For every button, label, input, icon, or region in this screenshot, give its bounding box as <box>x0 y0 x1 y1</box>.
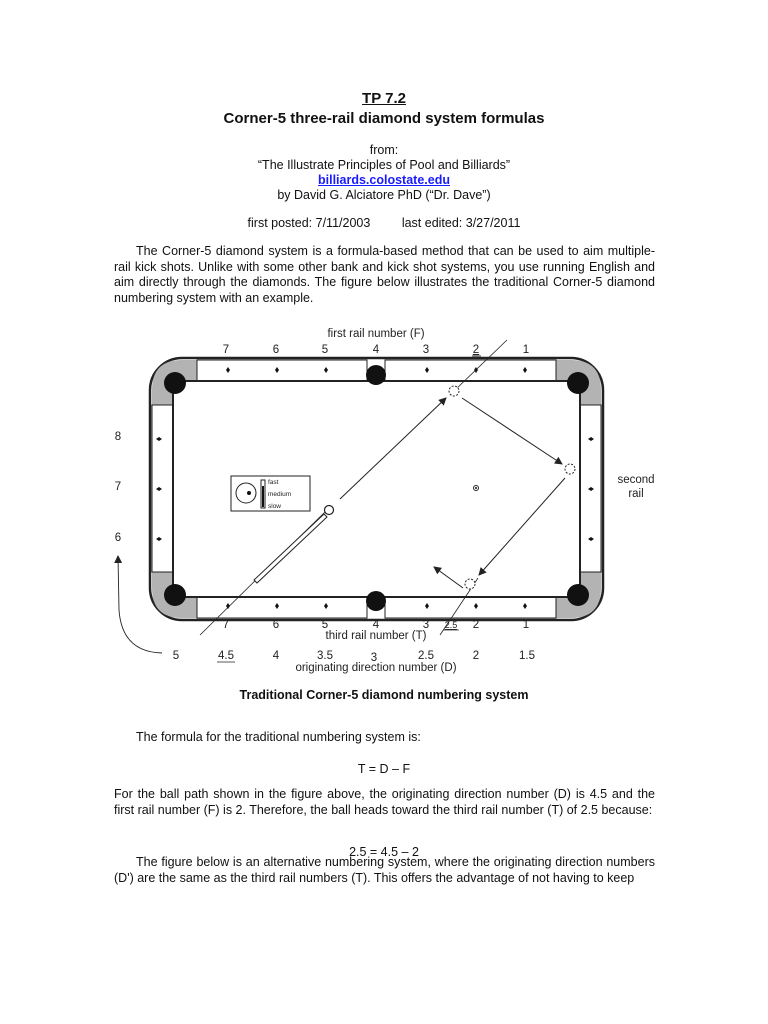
first-rail-label: first rail number (F) <box>327 328 425 340</box>
figure-caption: Traditional Corner-5 diamond numbering system <box>239 688 529 702</box>
source-from-label: from: <box>369 143 399 157</box>
origin-label: originating direction number (D) <box>295 662 457 674</box>
first-posted-date: first posted: 7/11/2003 <box>247 216 371 230</box>
second-rail-label: second <box>617 474 655 486</box>
ghost-ball-second-rail <box>565 464 575 474</box>
origin-number: 2 <box>472 650 480 662</box>
cue-ball <box>325 506 334 515</box>
third-rail-number: 5 <box>321 619 329 631</box>
third-rail-label: third rail number (T) <box>325 630 427 642</box>
third-rail-number: 1 <box>522 619 530 631</box>
ghost-ball-third-rail <box>465 579 475 589</box>
formula-intro: The formula for the traditional numbering system is: <box>136 730 421 744</box>
first-rail-number: 1 <box>522 344 530 356</box>
left-side-number: 7 <box>114 481 122 493</box>
second-rail-label-line2: rail <box>628 488 644 500</box>
third-rail-number: 6 <box>272 619 280 631</box>
speed-label-fast: fast <box>268 479 279 486</box>
author-line: by David G. Alciatore PhD (“Dr. Dave”) <box>277 188 491 202</box>
third-rail-number: 3 <box>422 619 430 631</box>
pocket-bottom-left <box>164 584 186 606</box>
alternative-paragraph: The figure below is an alternative numbering system, where the originating direction numbers (D') are the same as the third rail numbers (T). This offers the advantage of not having to keep <box>114 855 655 885</box>
document-code: TP 7.2 <box>362 90 406 107</box>
ghost-ball-first-rail <box>449 386 459 396</box>
origin-number: 1.5 <box>519 650 535 662</box>
document-title: Corner-5 three-rail diamond system formulas <box>223 110 545 127</box>
pocket-top-right <box>567 372 589 394</box>
origin-number: 3.5 <box>317 650 333 662</box>
pocket-bottom-right <box>567 584 589 606</box>
first-rail-number: 4 <box>372 344 380 356</box>
third-rail-number: 7 <box>222 619 230 631</box>
origin-number: 2.5 <box>418 650 434 662</box>
example-equation: 2.5 = 4.5 – 2 <box>349 845 419 859</box>
speed-inset-ball <box>236 483 256 503</box>
first-rail-number: 5 <box>321 344 329 356</box>
third-rail-number: 4 <box>372 619 380 631</box>
formula-equation: T = D – F <box>357 762 411 776</box>
origin-number: 3 <box>370 652 378 664</box>
pocket-bottom-middle <box>366 591 386 611</box>
left-side-number: 6 <box>114 532 122 544</box>
first-rail-number: 7 <box>222 344 230 356</box>
last-edited-date: last edited: 3/27/2011 <box>401 216 521 230</box>
top-rail-left <box>197 360 367 381</box>
pocket-top-middle <box>366 365 386 385</box>
speed-label-medium: medium <box>268 491 292 498</box>
book-title: “The Illustrate Principles of Pool and Billiards” <box>257 158 511 172</box>
intro-paragraph: The Corner-5 diamond system is a formula-based method that can be used to aim multiple-rail kick shots. Unlike with some other bank and kick shot systems, you use running English and aim directly through the diamonds. The figure below illustrates the traditional Corner-5 diamond numbering system with an example. <box>114 244 655 305</box>
bottom-rail-left <box>197 597 367 618</box>
origin-number: 4.5 <box>218 650 234 662</box>
example-paragraph: For the ball path shown in the figure above, the originating direction number (D) is 4.5 and the first rail number (F) is 2. Therefore, the ball heads toward the third rail number (T) of 2.5 because: <box>114 787 655 817</box>
first-rail-numbers <box>223 344 529 356</box>
left-rail <box>152 405 173 572</box>
top-rail-right <box>385 360 556 381</box>
pocket-top-left <box>164 372 186 394</box>
third-rail-number: 2 <box>472 619 480 631</box>
first-rail-number: 2 <box>472 344 480 356</box>
speed-label-slow: slow <box>268 503 282 510</box>
first-rail-number: 6 <box>272 344 280 356</box>
origin-number: 5 <box>172 650 180 662</box>
left-side-numbers <box>115 431 121 544</box>
origin-number: 4 <box>272 650 280 662</box>
left-side-number: 8 <box>114 431 122 443</box>
first-rail-number: 3 <box>422 344 430 356</box>
website-link[interactable]: billiards.colostate.edu <box>318 173 450 187</box>
third-rail-number: 2.5 <box>444 620 458 630</box>
bottom-rail-right <box>385 597 556 618</box>
